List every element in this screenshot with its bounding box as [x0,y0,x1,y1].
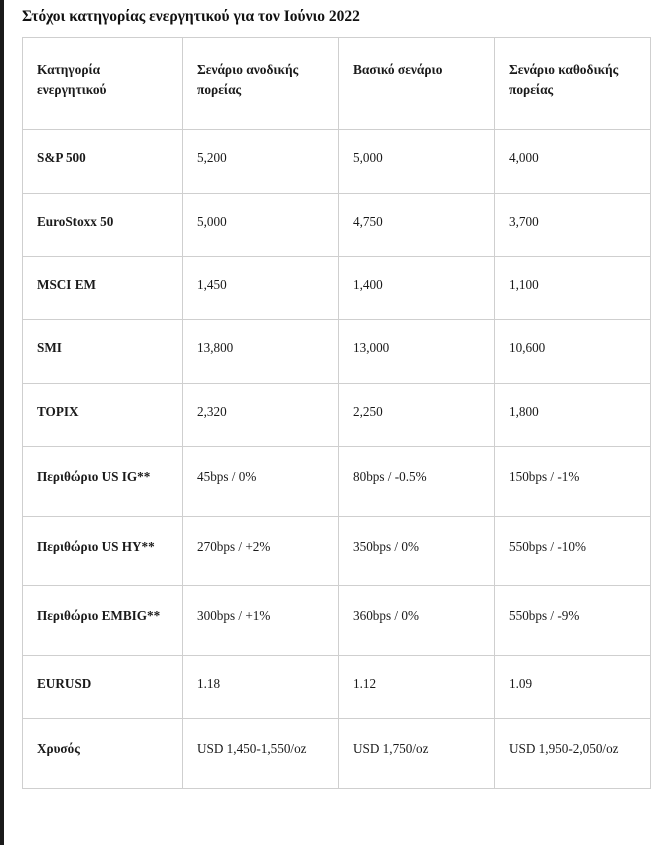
row-base-value: 1.12 [339,655,495,718]
row-bear-value: 550bps / -9% [495,586,651,655]
row-base-value: 80bps / -0.5% [339,447,495,516]
asset-class-targets-table [22,37,651,789]
row-base-value: 4,750 [339,193,495,256]
row-category: EuroStoxx 50 [23,193,183,256]
table-row [23,586,651,655]
table-row [23,516,651,585]
row-category: Περιθώριο EMBIG** [23,586,183,655]
table-row [23,719,651,788]
row-bear-value: 1,100 [495,257,651,320]
row-bull-value: 2,320 [183,383,339,446]
table-row [23,257,651,320]
row-base-value: 360bps / 0% [339,586,495,655]
table-row [23,193,651,256]
table-row [23,383,651,446]
row-category: TOPIX [23,383,183,446]
row-bull-value: 45bps / 0% [183,447,339,516]
row-bull-value: 5,200 [183,130,339,193]
page-title: Στόχοι κατηγορίας ενεργητικού για τον Ιούνιο 2022 [22,8,360,25]
row-bull-value: 300bps / +1% [183,586,339,655]
row-bear-value: 150bps / -1% [495,447,651,516]
row-category: Περιθώριο US IG** [23,447,183,516]
row-bear-value: 4,000 [495,130,651,193]
row-base-value: 5,000 [339,130,495,193]
table-header-row [23,37,651,130]
row-bull-value: USD 1,450-1,550/oz [183,719,339,788]
row-bear-value: 3,700 [495,193,651,256]
row-bull-value: 13,800 [183,320,339,383]
left-margin-rule [0,0,4,845]
table-row [23,447,651,516]
row-category: Χρυσός [23,719,183,788]
column-header-bear-scenario: Σενάριο καθοδικής πορείας [495,37,651,130]
column-header-category: Κατηγορία ενεργητικού [23,37,183,130]
row-bull-value: 5,000 [183,193,339,256]
row-category: EURUSD [23,655,183,718]
table-row [23,655,651,718]
row-bear-value: 1,800 [495,383,651,446]
row-category: Περιθώριο US HY** [23,516,183,585]
row-base-value: USD 1,750/oz [339,719,495,788]
row-bear-value: 10,600 [495,320,651,383]
row-category: MSCI EM [23,257,183,320]
row-bear-value: 550bps / -10% [495,516,651,585]
row-bear-value: USD 1,950-2,050/oz [495,719,651,788]
row-base-value: 2,250 [339,383,495,446]
table-row [23,320,651,383]
row-bear-value: 1.09 [495,655,651,718]
row-category: SMI [23,320,183,383]
row-category: S&P 500 [23,130,183,193]
column-header-base-scenario: Βασικό σενάριο [339,37,495,130]
table-row [23,130,651,193]
row-base-value: 13,000 [339,320,495,383]
row-bull-value: 1.18 [183,655,339,718]
row-base-value: 350bps / 0% [339,516,495,585]
row-bull-value: 1,450 [183,257,339,320]
row-base-value: 1,400 [339,257,495,320]
row-bull-value: 270bps / +2% [183,516,339,585]
column-header-bull-scenario: Σενάριο ανοδικής πορείας [183,37,339,130]
